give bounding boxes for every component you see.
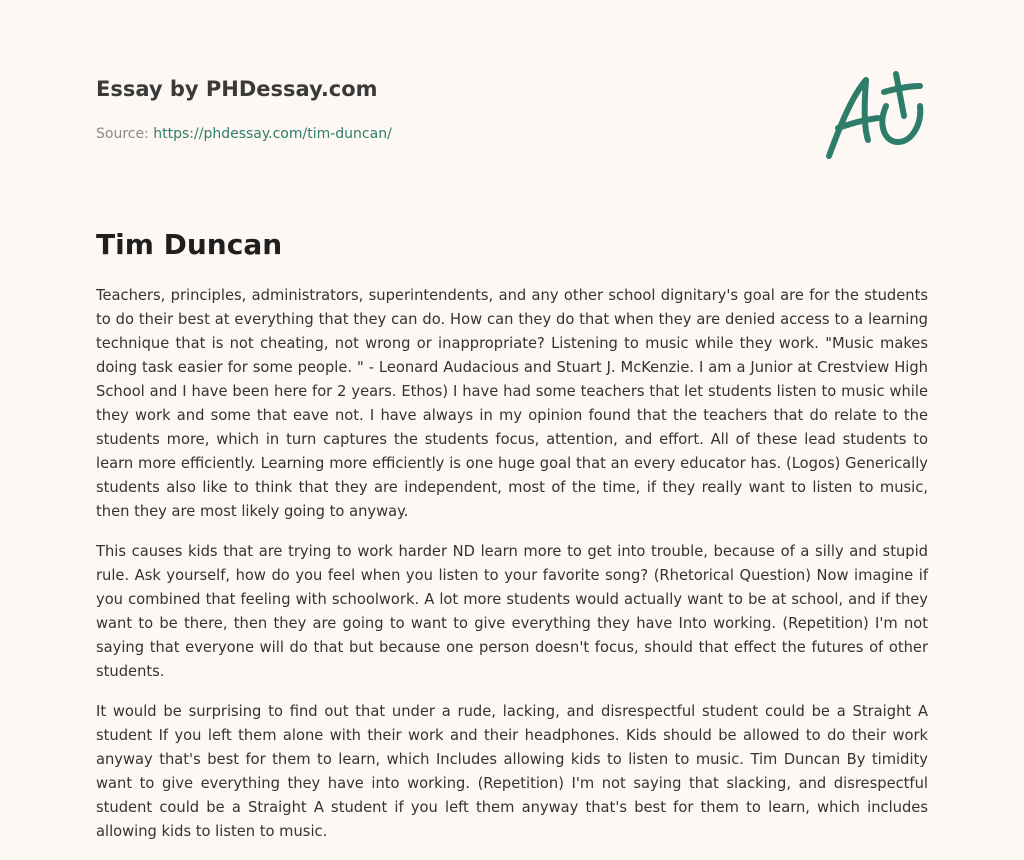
essay-paragraph: This causes kids that are trying to work harder ND learn more to get into trouble, because of a silly and stupid rule. Ask yourself, how do you feel when you listen to your favorite song? (Rhetorical Question) Now imagine if you combined that feeling with schoolwork. A lot more students would actually want to be at school, and if they want to be there, then they are going to want to give everything they have Into working. (Repetition) I'm not saying that everyone will do that but because one person doesn't focus, should that effect the futures of other students. bbox=[96, 543, 928, 680]
essay-paragraph: It would be surprising to find out that under a rude, lacking, and disrespectful student could be a Straight A student If you left them alone with their work and their headphones. Kids should be allowed to do their work anyway that's best for them to learn, which Includes allowing kids to listen to music. Tim Duncan By timidity want to give everything they have into working. (Repetition) I'm not saying that slacking, and disrespectful student could be a Straight A student if you left them anyway that's best for them to learn, which includes allowing kids to listen to music. bbox=[96, 703, 928, 840]
page-header bbox=[96, 74, 928, 142]
source-link[interactable]: https://phdessay.com/tim-duncan/ bbox=[153, 126, 392, 142]
source-label: Source: bbox=[96, 126, 149, 142]
a-plus-grade-icon bbox=[822, 66, 932, 166]
essay-body bbox=[96, 284, 928, 860]
essay-title: Tim Duncan bbox=[96, 228, 283, 261]
essay-paragraph: Teachers, principles, administrators, superintendents, and any other school dignitary's goal are for the students to do their best at everything that they can do. How can they do that when they are denied access to a learning technique that is not cheating, not wrong or inappropriate? Listening to music while they work. "Music makes doing task easier for some people. " - Leonard Audacious and Stuart J. McKenzie. I am a Junior at Crestview High School and I have been here for 2 years. Ethos) I have had some teachers that let students listen to music while they work and some that eave not. I have always in my opinion found that the teachers that do relate to the students more, which in turn captures the students focus, attention, and effort. All of these lead students to learn more efficiently. Learning more efficiently is one huge goal that an every educator has. (Logos) Generically students also like to think that they are independent, most of the time, if they really want to listen to music, then they are most likely going to anyway. bbox=[96, 287, 928, 520]
brand-title: Essay by PHDessay.com bbox=[96, 77, 378, 101]
source-line bbox=[96, 124, 392, 144]
